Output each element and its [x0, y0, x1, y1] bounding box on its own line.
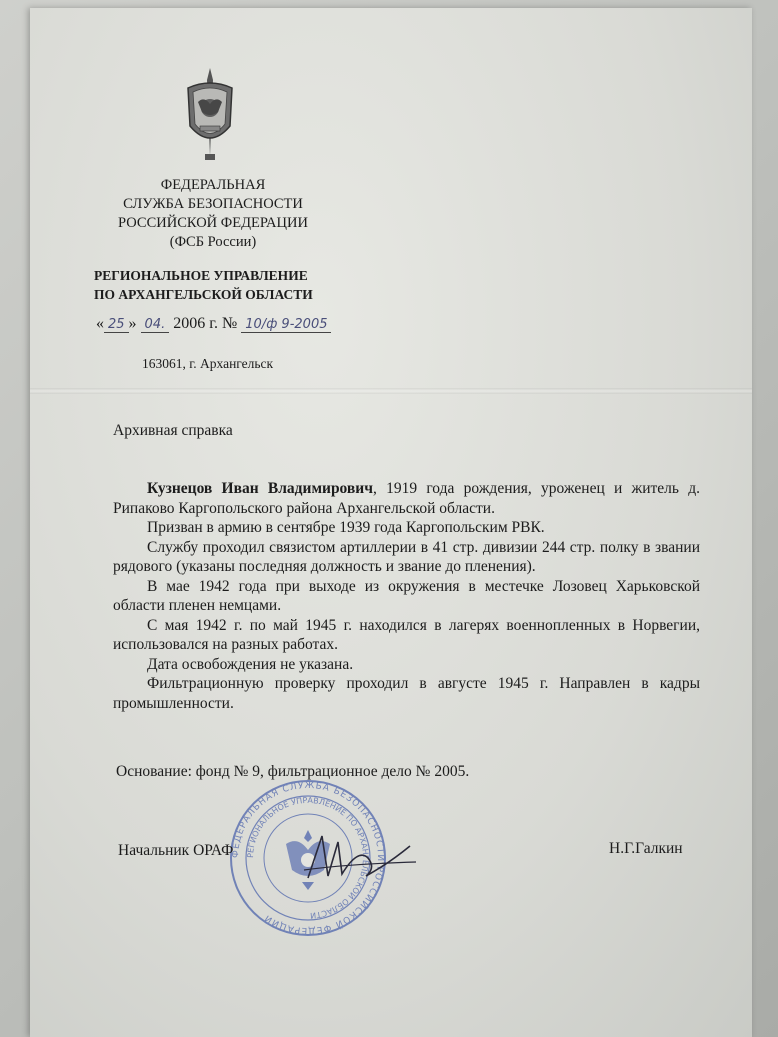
org-line: (ФСБ России) — [169, 234, 257, 250]
stamp-inner-text: РЕГИОНАЛЬНОЕ УПРАВЛЕНИЕ ПО АРХАНГЕЛЬСКОЙ ОБЛАСТИ — [245, 795, 371, 921]
org-line: РОССИЙСКОЙ ФЕДЕРАЦИИ — [118, 215, 308, 231]
org-line: СЛУЖБА БЕЗОПАСНОСТИ — [123, 196, 303, 212]
signatory-name: Н.Г.Галкин — [609, 840, 683, 857]
document-title: Архивная справка — [113, 422, 233, 439]
stamp-outer-text: ФЕДЕРАЛЬНАЯ СЛУЖБА БЕЗОПАСНОСТИ РОССИЙСКОЙ ФЕДЕРАЦИИ — [230, 780, 386, 936]
paragraph: С мая 1942 г. по май 1945 г. находился в лагерях военнопленных в Норвегии, использовался на разных работах. — [113, 616, 700, 653]
fsb-emblem-icon — [180, 66, 240, 164]
document-number: 10/ф 9-2005 — [241, 317, 331, 333]
quote-close: » — [128, 315, 137, 332]
organization-header — [102, 176, 324, 252]
region-line: РЕГИОНАЛЬНОЕ УПРАВЛЕНИЕ — [94, 268, 308, 283]
paragraph-text: , 1919 года рождения, уроженец и житель д. Рипаково Каргопольского района Архангельской области. — [113, 480, 700, 517]
paragraph: Фильтрационную проверку проходил в августе 1945 г. Направлен в кадры промышленности. — [113, 675, 700, 712]
region-line: ПО АРХАНГЕЛЬСКОЙ ОБЛАСТИ — [94, 287, 313, 302]
paragraph — [113, 479, 700, 518]
signatory-position: Начальник ОРАФ — [118, 842, 234, 859]
date-day: 25 — [104, 317, 129, 333]
date-year: 2006 г. № — [173, 315, 238, 332]
region-header — [94, 266, 334, 304]
address: 163061, г. Архангельск — [142, 356, 274, 371]
quote-open: « — [96, 315, 104, 332]
date-month: 04. — [141, 317, 170, 333]
basis-line: Основание: фонд № 9, фильтрационное дело № 2005. — [116, 763, 470, 780]
paper-fold — [30, 388, 752, 394]
org-line: ФЕДЕРАЛЬНАЯ — [160, 177, 266, 193]
date-number-line — [96, 315, 331, 333]
handwritten-signature — [298, 828, 418, 888]
paragraph: Дата освобождения не указана. — [147, 655, 354, 673]
paragraph: Призван в армию в сентябре 1939 года Каргопольским РВК. — [147, 519, 545, 536]
paragraph: Службу проходил связистом артиллерии в 41 стр. дивизии 244 стр. полку в звании рядового (указаны последняя должность и звание до пленения). — [113, 538, 700, 575]
person-name: Кузнецов Иван Владимирович — [147, 480, 373, 497]
paragraph: В мае 1942 года при выходе из окружения в местечке Лозовец Харьковской области пленен немцами. — [113, 577, 700, 614]
document-body — [113, 479, 700, 713]
